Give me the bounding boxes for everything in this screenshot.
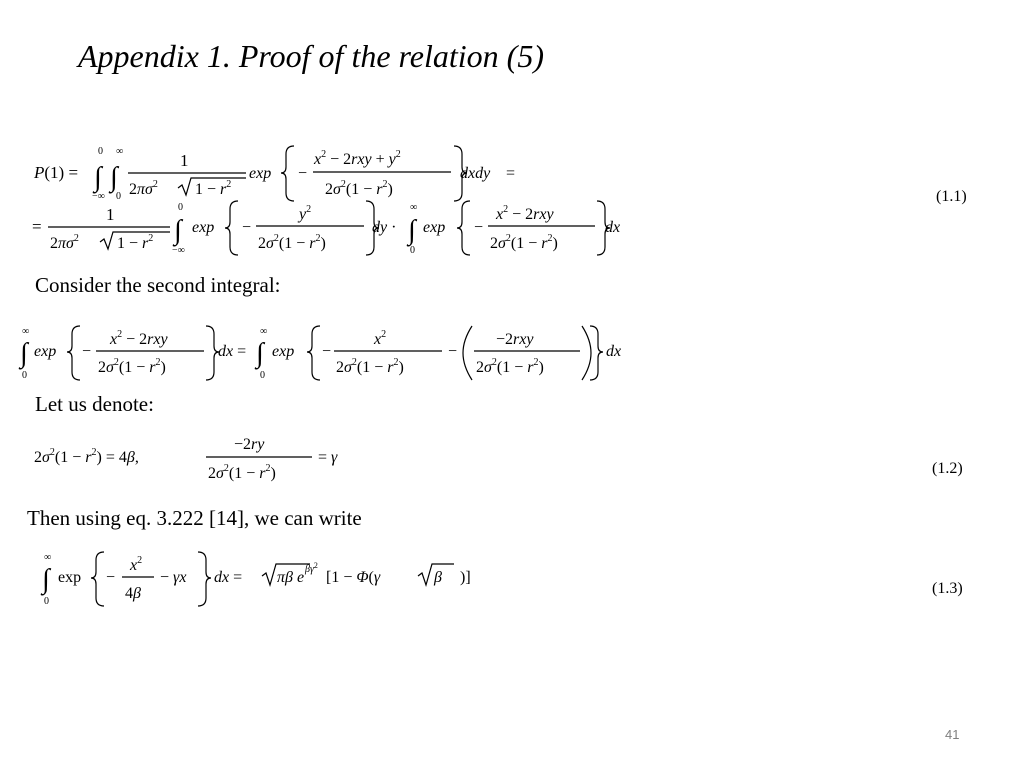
svg-text:dx =: dx =	[214, 569, 243, 586]
svg-text:2σ2(1 − r2): $2\sigma^2(1 - r^2)$	[208, 463, 276, 482]
svg-text:e: e	[297, 569, 305, 586]
svg-text:0: 0	[116, 191, 121, 202]
svg-text:x2: $x^2$	[130, 555, 143, 574]
svg-text:∫: ∫	[174, 215, 182, 246]
svg-text:β: β	[434, 569, 442, 586]
svg-text:0: 0	[260, 370, 265, 381]
equation-1-1	[28, 138, 628, 263]
svg-text:0: 0	[98, 146, 103, 157]
svg-text:1: 1	[180, 151, 189, 170]
svg-text:∫: ∫	[42, 564, 50, 595]
svg-text:∞: ∞	[410, 202, 418, 213]
svg-text:exp: exp	[192, 219, 215, 236]
page-number: 41	[945, 727, 960, 742]
svg-text:2σ2(1 − r2): $2\sigma^2(1 - r^2)$	[98, 357, 166, 376]
svg-text:[1 − Φ(γ: [1 − Φ(γ	[326, 569, 381, 586]
svg-text:=: =	[32, 217, 42, 236]
svg-text:1 − r2: $1 - r^2$	[117, 233, 154, 252]
paragraph-consider: Consider the second integral:	[35, 273, 281, 297]
equation-number-1-3: (1.3)	[932, 580, 963, 597]
svg-text:exp: exp	[272, 343, 295, 360]
svg-text:exp: exp	[58, 569, 82, 586]
equation-number-1-2: (1.2)	[932, 460, 963, 477]
svg-text:−2ry: −2ry	[234, 436, 265, 453]
svg-text:exp: exp	[34, 343, 57, 360]
svg-text:2σ2(1 − r2): $2\sigma^2(1 - r^2)$	[325, 179, 393, 198]
svg-text:)]: )]	[460, 569, 471, 586]
svg-text:βγ2: $\beta\gamma^2$	[305, 561, 318, 575]
svg-text:−: −	[106, 569, 116, 586]
svg-text:πβ: πβ	[277, 569, 293, 586]
svg-text:x2 − 2rxy: $x^2 - 2rxy$	[496, 204, 554, 223]
svg-text:2πσ2: $2\pi\sigma^2$	[50, 233, 79, 252]
svg-text:dy ·: dy ·	[372, 219, 397, 236]
svg-text:∫: ∫	[20, 338, 28, 369]
svg-text:0: 0	[22, 370, 27, 381]
svg-text:0: 0	[410, 245, 415, 256]
svg-text:−2rxy: −2rxy	[496, 331, 534, 348]
svg-text:−: −	[448, 343, 458, 360]
svg-text:2σ2(1 − r2): $2\sigma^2(1 - r^2)$	[476, 357, 544, 376]
svg-text:=: =	[506, 165, 516, 182]
svg-text:1: 1	[106, 205, 115, 224]
svg-text:2σ2(1 − r2): $2\sigma^2(1 - r^2)$	[258, 233, 326, 252]
svg-text:∞: ∞	[116, 146, 124, 157]
paragraph-denote: Let us denote:	[35, 392, 154, 416]
svg-text:∞: ∞	[44, 552, 52, 563]
svg-text:−: −	[474, 219, 484, 236]
svg-text:−: −	[82, 343, 92, 360]
equation-1-3	[40, 548, 490, 608]
svg-text:2σ2(1 − r2): $2\sigma^2(1 - r^2)$	[336, 357, 404, 376]
svg-text:−: −	[242, 219, 252, 236]
svg-text:dx: dx	[605, 219, 621, 236]
svg-text:dx =: dx =	[218, 343, 247, 360]
svg-text:exp: exp	[423, 219, 446, 236]
svg-text:P(1) =: P(1) =	[34, 163, 79, 182]
svg-text:2σ2(1 − r2): $2\sigma^2(1 - r^2)$	[490, 233, 558, 252]
svg-text:dxdy: dxdy	[460, 165, 491, 182]
svg-text:−∞: −∞	[92, 191, 105, 202]
page-title: Appendix 1. Proof of the relation (5)	[78, 38, 544, 74]
svg-text:x2: $x^2$	[374, 329, 387, 348]
svg-text:∫: ∫	[256, 338, 264, 369]
equation-second-integral	[18, 322, 638, 386]
svg-text:= γ: = γ	[318, 449, 338, 466]
svg-text:2πσ2: $2\pi\sigma^2$	[129, 179, 158, 198]
svg-text:exp: exp	[249, 165, 272, 182]
svg-text:0: 0	[44, 596, 49, 607]
svg-text:1 − r2: $1 - r^2$	[195, 179, 232, 198]
svg-text:−∞: −∞	[172, 245, 185, 256]
svg-text:x2 − 2rxy: $x^2 - 2rxy$	[110, 329, 168, 348]
svg-text:−: −	[298, 165, 308, 182]
paragraph-then: Then using eq. 3.222 [14], we can write	[27, 506, 362, 530]
svg-text:∫: ∫	[408, 215, 416, 246]
svg-text:x2 − 2rxy + y2: $x^2 - 2rxy + y^2$	[314, 149, 401, 168]
equation-1-2	[34, 432, 364, 484]
svg-text:y2: $y^2$	[299, 204, 312, 223]
equation-number-1-1: (1.1)	[936, 188, 967, 205]
svg-text:2σ2(1 − r2) = 4β,: $2\sigma^2(1 - r^2) = 4\beta$,	[34, 447, 139, 466]
svg-text:4β: 4β	[125, 585, 141, 602]
svg-text:∞: ∞	[260, 326, 268, 337]
svg-text:0: 0	[178, 202, 183, 213]
svg-text:∞: ∞	[22, 326, 30, 337]
svg-text:− γx: − γx	[160, 569, 187, 586]
svg-text:∫: ∫	[110, 162, 118, 193]
svg-text:dx: dx	[606, 343, 622, 360]
svg-text:∫: ∫	[94, 162, 102, 193]
svg-text:−: −	[322, 343, 332, 360]
